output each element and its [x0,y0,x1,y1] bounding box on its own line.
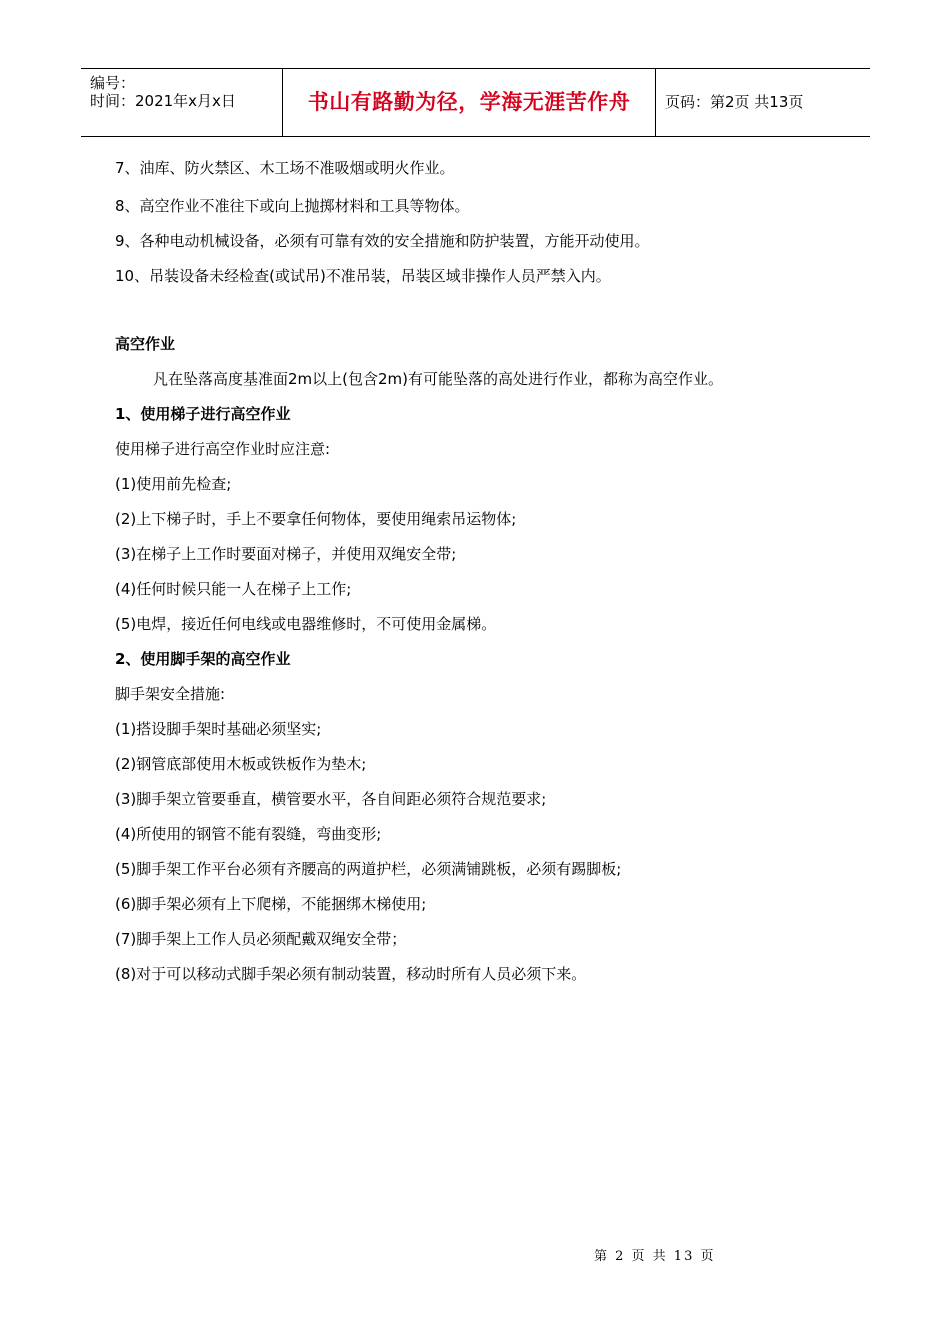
list-item: (4)任何时候只能一人在梯子上工作; [115,580,352,598]
section-title: 高空作业 [115,335,176,353]
ladder-intro: 使用梯子进行高空作业时应注意: [115,440,331,458]
list-item: (8)对于可以移动式脚手架必须有制动装置，移动时所有人员必须下来。 [115,965,587,983]
header-meta [81,69,283,136]
list-item: (2)上下梯子时，手上不要拿任何物体，要使用绳索吊运物体; [115,510,517,528]
list-item: (3)脚手架立管要垂直，横管要水平，各自间距必须符合规范要求; [115,790,547,808]
list-item: (6)脚手架必须有上下爬梯，不能捆绑木梯使用; [115,895,427,913]
date-label: 时间：2021年x月x日 [90,92,236,110]
list-item: (3)在梯子上工作时要面对梯子，并使用双绳安全带; [115,545,457,563]
page-header [81,68,870,137]
list-item: (5)电焊，接近任何电线或电器维修时，不可使用金属梯。 [115,615,497,633]
ladder-heading: 1、使用梯子进行高空作业 [115,405,291,423]
rule-item: 9、各种电动机械设备，必须有可靠有效的安全措施和防护装置，方能开动使用。 [115,232,650,250]
header-motto: 书山有路勤为径，学海无涯苦作舟 [283,69,656,136]
scaffold-intro: 脚手架安全措施: [115,685,226,703]
page-footer: 第 2 页 共 13 页 [594,1249,716,1264]
rule-item: 10、吊装设备未经检查(或试吊)不准吊装，吊装区域非操作人员严禁入内。 [115,267,611,285]
list-item: (1)使用前先检查; [115,475,232,493]
rule-item: 7、油库、防火禁区、木工场不准吸烟或明火作业。 [115,159,455,177]
list-item: (5)脚手架工作平台必须有齐腰高的两道护栏，必须满铺跳板，必须有踢脚板; [115,860,622,878]
scaffold-heading: 2、使用脚手架的高空作业 [115,650,291,668]
section-definition: 凡在坠落高度基准面2m以上(包含2m)有可能坠落的高处进行作业，都称为高空作业。 [153,370,724,388]
list-item: (2)钢管底部使用木板或铁板作为垫木; [115,755,367,773]
number-label: 编号： [90,74,136,92]
rule-item: 8、高空作业不准往下或向上抛掷材料和工具等物体。 [115,197,470,215]
list-item: (1)搭设脚手架时基础必须坚实; [115,720,322,738]
list-item: (7)脚手架上工作人员必须配戴双绳安全带； [115,930,407,948]
header-page-info: 页码：第2页 共13页 [665,93,804,111]
list-item: (4)所使用的钢管不能有裂缝，弯曲变形; [115,825,382,843]
